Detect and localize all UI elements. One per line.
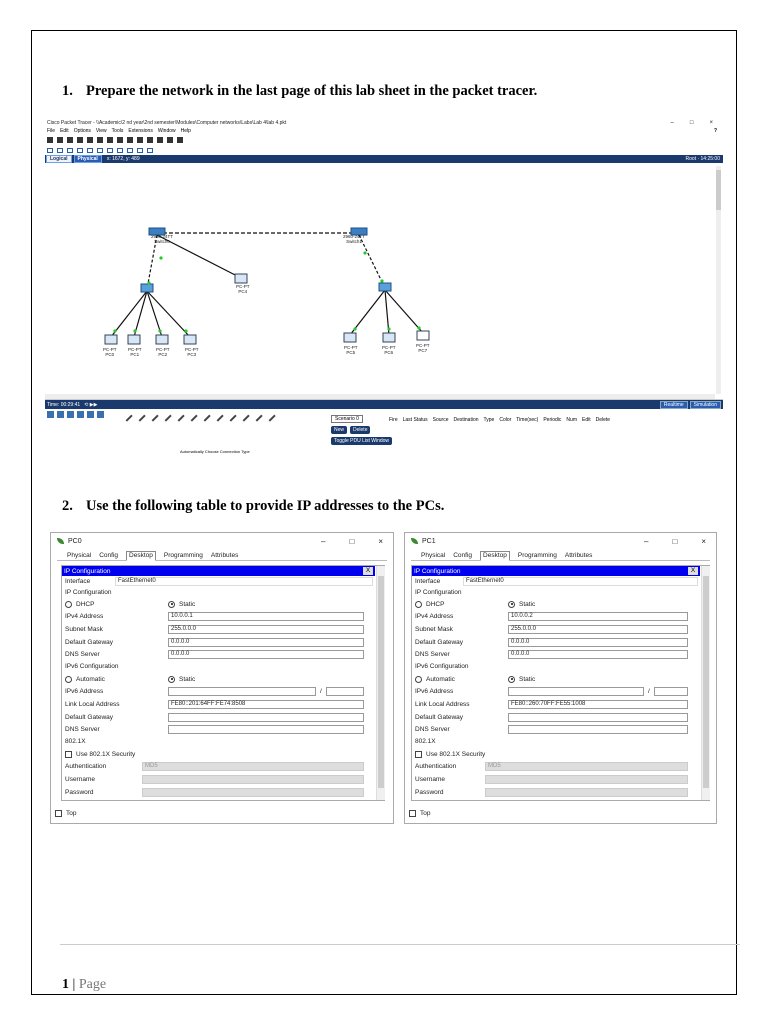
switch0-label: 2960-24TT Switch0: [151, 234, 174, 244]
ipv6-static-radio[interactable]: [508, 676, 515, 683]
pc-window-title: PC0: [68, 537, 82, 545]
add-pdu-icon[interactable]: [137, 148, 143, 153]
username-field[interactable]: [485, 775, 688, 784]
rectangle-icon[interactable]: [107, 148, 113, 153]
tab-desktop[interactable]: Desktop: [126, 551, 156, 561]
hub0-icon[interactable]: [141, 284, 153, 292]
device-panel: [45, 409, 723, 460]
logical-workspace[interactable]: [45, 163, 723, 400]
pc6-label: PC-PT PC6: [382, 345, 396, 355]
section-ipv6-configuration: IPv6 Configuration: [415, 663, 469, 671]
pt-toolbar: [45, 135, 723, 145]
static-label: Static: [519, 600, 536, 608]
ipv6-gateway-label: Default Gateway: [415, 713, 464, 721]
pc2-label: PC-PT PC2: [156, 347, 170, 357]
pc0-config-window: [50, 532, 394, 824]
authentication-select[interactable]: MD5: [142, 762, 364, 771]
topology-links: [45, 163, 715, 400]
link-light: [133, 329, 136, 332]
pc2-icon[interactable]: [156, 335, 168, 344]
top-checkbox[interactable]: [55, 810, 62, 817]
top-option: [409, 810, 430, 817]
link-local-address-field[interactable]: FE80::260:70FF:FE55:1008: [508, 700, 688, 709]
top-option: [55, 810, 76, 817]
default-gateway-label: Default Gateway: [65, 638, 114, 646]
pc-tabs: [411, 549, 710, 561]
subnet-mask-field[interactable]: 255.0.0.0: [508, 625, 688, 634]
link-local-address-field[interactable]: FE80::201:64FF:FE74:8508: [168, 700, 364, 709]
maximize-icon[interactable]: □: [349, 536, 355, 546]
username-label: Username: [65, 775, 95, 783]
use-8021x-checkbox[interactable]: [415, 751, 422, 758]
use-8021x-label: Use 802.1X Security: [426, 750, 486, 758]
password-field[interactable]: [485, 788, 688, 797]
menu-file[interactable]: File: [47, 128, 56, 134]
page-number: 1: [62, 977, 69, 992]
ipv6-address-label: IPv6 Address: [65, 688, 104, 696]
pc0-icon[interactable]: [105, 335, 117, 344]
wireless-icon[interactable]: [97, 411, 104, 418]
help-icon[interactable]: ?: [713, 128, 717, 134]
dns-server-field[interactable]: 0.0.0.0: [508, 650, 688, 659]
pt-secondary-toolbar: [45, 145, 723, 155]
subnet-mask-field[interactable]: 255.0.0.0: [168, 625, 364, 634]
page-separator: |: [69, 977, 79, 992]
close-ip-config-button[interactable]: X: [688, 567, 698, 575]
serial-dte-cable-icon[interactable]: [225, 410, 236, 421]
step-2-heading: [62, 498, 444, 515]
draw-line-icon[interactable]: [97, 148, 103, 153]
menu-edit[interactable]: Edit: [60, 128, 69, 134]
print-icon[interactable]: [77, 137, 83, 143]
maximize-icon[interactable]: □: [672, 536, 678, 546]
ipv4-address-field[interactable]: 10.0.0.2: [508, 612, 688, 621]
step-text: Use the following table to provide IP addresses to the PCs.: [86, 498, 445, 514]
ellipse-icon[interactable]: [117, 148, 123, 153]
complex-pdu-icon[interactable]: [147, 148, 153, 153]
scenario-panel: [331, 415, 395, 445]
pdu-header: Time(sec): [516, 417, 539, 423]
interface-select[interactable]: FastEthernet0: [463, 577, 698, 586]
menu-help[interactable]: Help: [180, 128, 191, 134]
page-word: Page: [78, 977, 107, 992]
pc1-config-window: [404, 532, 717, 824]
static-label: Static: [519, 675, 536, 683]
pt-workspace-bar: Logical Physical x: 1672, y: 489 Root · 14:25:00: [45, 155, 723, 163]
ipv4-address-field[interactable]: 10.0.0.1: [168, 612, 364, 621]
automatic-label: Automatic: [426, 675, 455, 683]
ipv6-dns-label: DNS Server: [65, 726, 100, 734]
ipv6-gateway-label: Default Gateway: [65, 713, 114, 721]
pdu-header: Source: [432, 417, 449, 423]
tab-physical[interactable]: Physical: [67, 552, 92, 559]
authentication-label: Authentication: [415, 763, 457, 771]
packet-tracer-logo-icon: [411, 538, 418, 544]
pc-window-title-bar: [51, 533, 393, 549]
pc3-icon[interactable]: [184, 335, 196, 344]
router-icon[interactable]: [47, 411, 54, 418]
tab-physical[interactable]: Physical: [74, 155, 102, 163]
footer-divider: [60, 944, 740, 945]
close-icon[interactable]: ×: [378, 536, 383, 546]
pdu-header: Fire: [389, 417, 398, 423]
select-icon[interactable]: [47, 148, 53, 153]
subnet-mask-label: Subnet Mask: [415, 625, 453, 633]
minimize-icon[interactable]: –: [321, 536, 326, 546]
link-light: [387, 327, 390, 330]
pc4-label: PC-PT PC4: [236, 284, 250, 294]
hub1-icon[interactable]: [379, 283, 391, 291]
switch-icon[interactable]: [57, 411, 64, 418]
ipv4-label: IPv4 Address: [65, 613, 104, 621]
pc1-label: PC-PT PC1: [128, 347, 142, 357]
ipv6-address-field[interactable]: [508, 687, 644, 696]
dhcp-radio[interactable]: [415, 601, 422, 608]
link-light: [353, 327, 356, 330]
interface-select[interactable]: FastEthernet0: [115, 577, 373, 586]
pdu-header: Periodic: [543, 417, 562, 423]
crossover-cable-icon[interactable]: [160, 410, 171, 421]
redo-icon[interactable]: [127, 137, 133, 143]
tab-config[interactable]: Config: [99, 552, 119, 559]
step-text: Prepare the network in the last page of this lab sheet in the packet tracer.: [86, 83, 538, 99]
save-icon[interactable]: [67, 137, 73, 143]
authentication-select[interactable]: MD5: [485, 762, 688, 771]
pc1-icon[interactable]: [128, 335, 140, 344]
link-light: [158, 329, 161, 332]
dhcp-label: DHCP: [426, 600, 445, 608]
prefix-slash: /: [648, 688, 650, 696]
cursor-coords: x: 1672, y: 489: [106, 156, 140, 162]
pdu-list-headers: [389, 417, 610, 423]
ipv6-address-label: IPv6 Address: [415, 688, 454, 696]
pc-window-title-bar: [405, 533, 716, 549]
wizard-icon[interactable]: [87, 137, 93, 143]
static-radio[interactable]: [508, 601, 515, 608]
step-number: 1.: [62, 83, 73, 99]
inspect-icon[interactable]: [57, 148, 63, 153]
password-field[interactable]: [142, 788, 364, 797]
custom-device-icon[interactable]: [177, 137, 183, 143]
ipv6-dns-field[interactable]: [168, 725, 364, 734]
top-label: Top: [66, 810, 77, 817]
paste-icon[interactable]: [107, 137, 113, 143]
section-8021x: 802.1X: [65, 738, 86, 746]
pc6-icon[interactable]: [383, 333, 395, 342]
close-ip-config-button[interactable]: X: [363, 567, 373, 575]
pc7-icon[interactable]: [417, 331, 429, 340]
serial-dce-cable-icon[interactable]: [212, 410, 223, 421]
link-light: [417, 326, 420, 329]
dns-server-label: DNS Server: [65, 651, 100, 659]
ipv6-gateway-field[interactable]: [508, 713, 688, 722]
pdu-header: Num: [566, 417, 577, 423]
device-category-icons: [47, 411, 104, 418]
ip-configuration-panel: [61, 565, 385, 801]
fiber-cable-icon[interactable]: [173, 410, 184, 421]
tab-logical[interactable]: Logical: [46, 155, 72, 163]
use-8021x-checkbox[interactable]: [65, 751, 72, 758]
password-label: Password: [415, 788, 444, 796]
pdu-header: Delete: [595, 417, 611, 423]
ip-config-header-bar: [62, 566, 375, 576]
page-footer: [62, 977, 106, 993]
link-light: [363, 251, 366, 254]
subnet-mask-label: Subnet Mask: [65, 625, 103, 633]
workspace-vertical-scrollbar[interactable]: [716, 166, 721, 394]
panel-scrollbar[interactable]: [376, 566, 385, 800]
palette-icon[interactable]: [167, 137, 173, 143]
link-local-label: Link Local Address: [65, 700, 120, 708]
pdu-header: Type: [483, 417, 495, 423]
new-scenario-button[interactable]: New: [331, 426, 347, 434]
ip-configuration-panel: [411, 565, 710, 801]
menu-view[interactable]: View: [95, 128, 107, 134]
connection-type-label: Automatically Choose Connection Type: [180, 449, 250, 454]
toggle-pdu-list-button[interactable]: Toggle PDU List Window: [331, 437, 392, 445]
tab-physical[interactable]: Physical: [421, 552, 446, 559]
console-cable-icon[interactable]: [134, 410, 145, 421]
default-gateway-field[interactable]: 0.0.0.0: [168, 638, 364, 647]
tab-programming[interactable]: Programming: [517, 552, 557, 559]
top-label: Top: [420, 810, 431, 817]
ipv6-address-field[interactable]: [168, 687, 316, 696]
step-number: 2.: [62, 498, 73, 514]
end-device-icon[interactable]: [87, 411, 94, 418]
iot-custom-cable-icon[interactable]: [251, 410, 262, 421]
minimize-icon[interactable]: –: [644, 536, 649, 546]
pc4-icon[interactable]: [235, 274, 247, 283]
pt-menu-bar: [45, 127, 723, 135]
zoom-out-icon[interactable]: [157, 137, 163, 143]
pt-window-title: Cisco Packet Tracer - \\Academic\2 nd year\2nd semester\Modules\Computer networks\Labs\Lab 4\lab 4.pkt: [47, 119, 287, 126]
link-light: [184, 329, 187, 332]
ipv6-prefix-field[interactable]: [654, 687, 688, 696]
section-ipv6-configuration: IPv6 Configuration: [65, 663, 119, 671]
tab-programming[interactable]: Programming: [163, 552, 203, 559]
link-light: [159, 256, 162, 259]
pt-title-bar: [45, 118, 723, 127]
time-readout: Time: 00:29:41: [47, 401, 81, 408]
password-label: Password: [65, 788, 94, 796]
menu-extensions[interactable]: Extensions: [128, 128, 153, 134]
straight-through-cable-icon[interactable]: [147, 410, 158, 421]
menu-window[interactable]: Window: [157, 128, 176, 134]
automatic-label: Automatic: [76, 675, 105, 683]
ipv4-label: IPv4 Address: [415, 613, 454, 621]
zoom-reset-icon[interactable]: [147, 137, 153, 143]
pdu-header: Edit: [581, 417, 591, 423]
step-1-heading: [62, 83, 537, 100]
phone-cable-icon[interactable]: [186, 410, 197, 421]
coaxial-cable-icon[interactable]: [199, 410, 210, 421]
note-icon[interactable]: [87, 148, 93, 153]
connections-icon[interactable]: [77, 411, 84, 418]
undo-icon[interactable]: [117, 137, 123, 143]
realtime-mode-button[interactable]: Realtime: [660, 401, 688, 409]
use-8021x-label: Use 802.1X Security: [76, 750, 136, 758]
pdu-header: Destination: [453, 417, 479, 423]
pt-time-bar: [45, 400, 723, 409]
ipv6-dns-field[interactable]: [508, 725, 688, 734]
section-ip-configuration: IP Configuration: [415, 588, 462, 596]
ipv6-automatic-radio[interactable]: [415, 676, 422, 683]
ip-config-header-bar: [412, 566, 700, 576]
root-label[interactable]: Root: [685, 156, 697, 162]
ipv6-gateway-field[interactable]: [168, 713, 364, 722]
pc0-label: PC-PT PC0: [103, 347, 117, 357]
link-light: [147, 281, 150, 284]
link-hub1-pc7: [385, 290, 423, 333]
auto-connection-icon[interactable]: [121, 410, 132, 421]
pc-window-title: PC1: [422, 537, 436, 545]
delete-scenario-button[interactable]: Delete: [350, 426, 370, 434]
octal-cable-icon[interactable]: [238, 410, 249, 421]
section-8021x: 802.1X: [415, 738, 436, 746]
username-field[interactable]: [142, 775, 364, 784]
ipv6-dns-label: DNS Server: [415, 726, 450, 734]
section-ip-configuration: IP Configuration: [65, 588, 112, 596]
clock-readout: 14:25:00: [700, 156, 720, 162]
maximize-icon[interactable]: □: [689, 119, 694, 126]
freeform-icon[interactable]: [127, 148, 133, 153]
tab-attributes[interactable]: Attributes: [564, 552, 593, 559]
static-label: Static: [179, 675, 196, 683]
interface-label: Interface: [65, 577, 91, 585]
tab-desktop[interactable]: Desktop: [480, 551, 510, 561]
dns-server-field[interactable]: 0.0.0.0: [168, 650, 364, 659]
dns-server-label: DNS Server: [415, 651, 450, 659]
panel-scrollbar[interactable]: [701, 566, 710, 800]
close-icon[interactable]: ×: [701, 536, 706, 546]
default-gateway-field[interactable]: 0.0.0.0: [508, 638, 688, 647]
scenario-select[interactable]: Scenario 0: [331, 415, 363, 423]
close-icon[interactable]: ×: [709, 119, 713, 126]
link-light: [113, 329, 116, 332]
link-local-label: Link Local Address: [415, 700, 470, 708]
link-light: [380, 279, 383, 282]
pc7-label: PC-PT PC7: [416, 343, 430, 353]
menu-options[interactable]: Options: [73, 128, 91, 134]
switch1-label: 2960-24TT Switch1: [343, 234, 366, 244]
default-gateway-label: Default Gateway: [415, 638, 464, 646]
link-hub0-pc3: [147, 291, 190, 337]
static-label: Static: [179, 600, 196, 608]
pc3-label: PC-PT PC3: [185, 347, 199, 357]
ipv6-prefix-field[interactable]: [326, 687, 364, 696]
static-radio[interactable]: [168, 601, 175, 608]
simulation-mode-button[interactable]: Simulation: [690, 401, 721, 409]
tab-config[interactable]: Config: [453, 552, 473, 559]
pc5-label: PC-PT PC5: [344, 345, 358, 355]
minimize-icon[interactable]: –: [670, 119, 674, 126]
usb-cable-icon[interactable]: [264, 410, 275, 421]
connection-types: [123, 412, 274, 420]
resize-icon[interactable]: [77, 148, 83, 153]
top-checkbox[interactable]: [409, 810, 416, 817]
menu-tools[interactable]: Tools: [111, 128, 124, 134]
pc-tabs: [57, 549, 387, 561]
ipv6-automatic-radio[interactable]: [65, 676, 72, 683]
ip-config-header: IP Configuration: [64, 567, 111, 575]
link-hub0-pc0: [111, 291, 147, 337]
delete-icon[interactable]: [67, 148, 73, 153]
tab-attributes[interactable]: Attributes: [210, 552, 239, 559]
pdu-header: Last Status: [402, 417, 428, 423]
interface-label: Interface: [415, 577, 441, 585]
workspace-horizontal-scrollbar[interactable]: [45, 394, 715, 399]
new-file-icon[interactable]: [47, 137, 53, 143]
zoom-in-icon[interactable]: [137, 137, 143, 143]
pdu-header: Color: [499, 417, 512, 423]
packet-tracer-screenshot: [45, 118, 723, 460]
dhcp-label: DHCP: [76, 600, 95, 608]
authentication-label: Authentication: [65, 763, 107, 771]
dhcp-radio[interactable]: [65, 601, 72, 608]
ipv6-static-radio[interactable]: [168, 676, 175, 683]
hub-icon[interactable]: [67, 411, 74, 418]
prefix-slash: /: [320, 688, 322, 696]
play-controls-icon[interactable]: ⟲ ▶▶: [84, 401, 98, 408]
open-file-icon[interactable]: [57, 137, 63, 143]
packet-tracer-logo-icon: [57, 538, 64, 544]
pc5-icon[interactable]: [344, 333, 356, 342]
username-label: Username: [415, 775, 445, 783]
ip-config-header: IP Configuration: [414, 567, 461, 575]
copy-icon[interactable]: [97, 137, 103, 143]
